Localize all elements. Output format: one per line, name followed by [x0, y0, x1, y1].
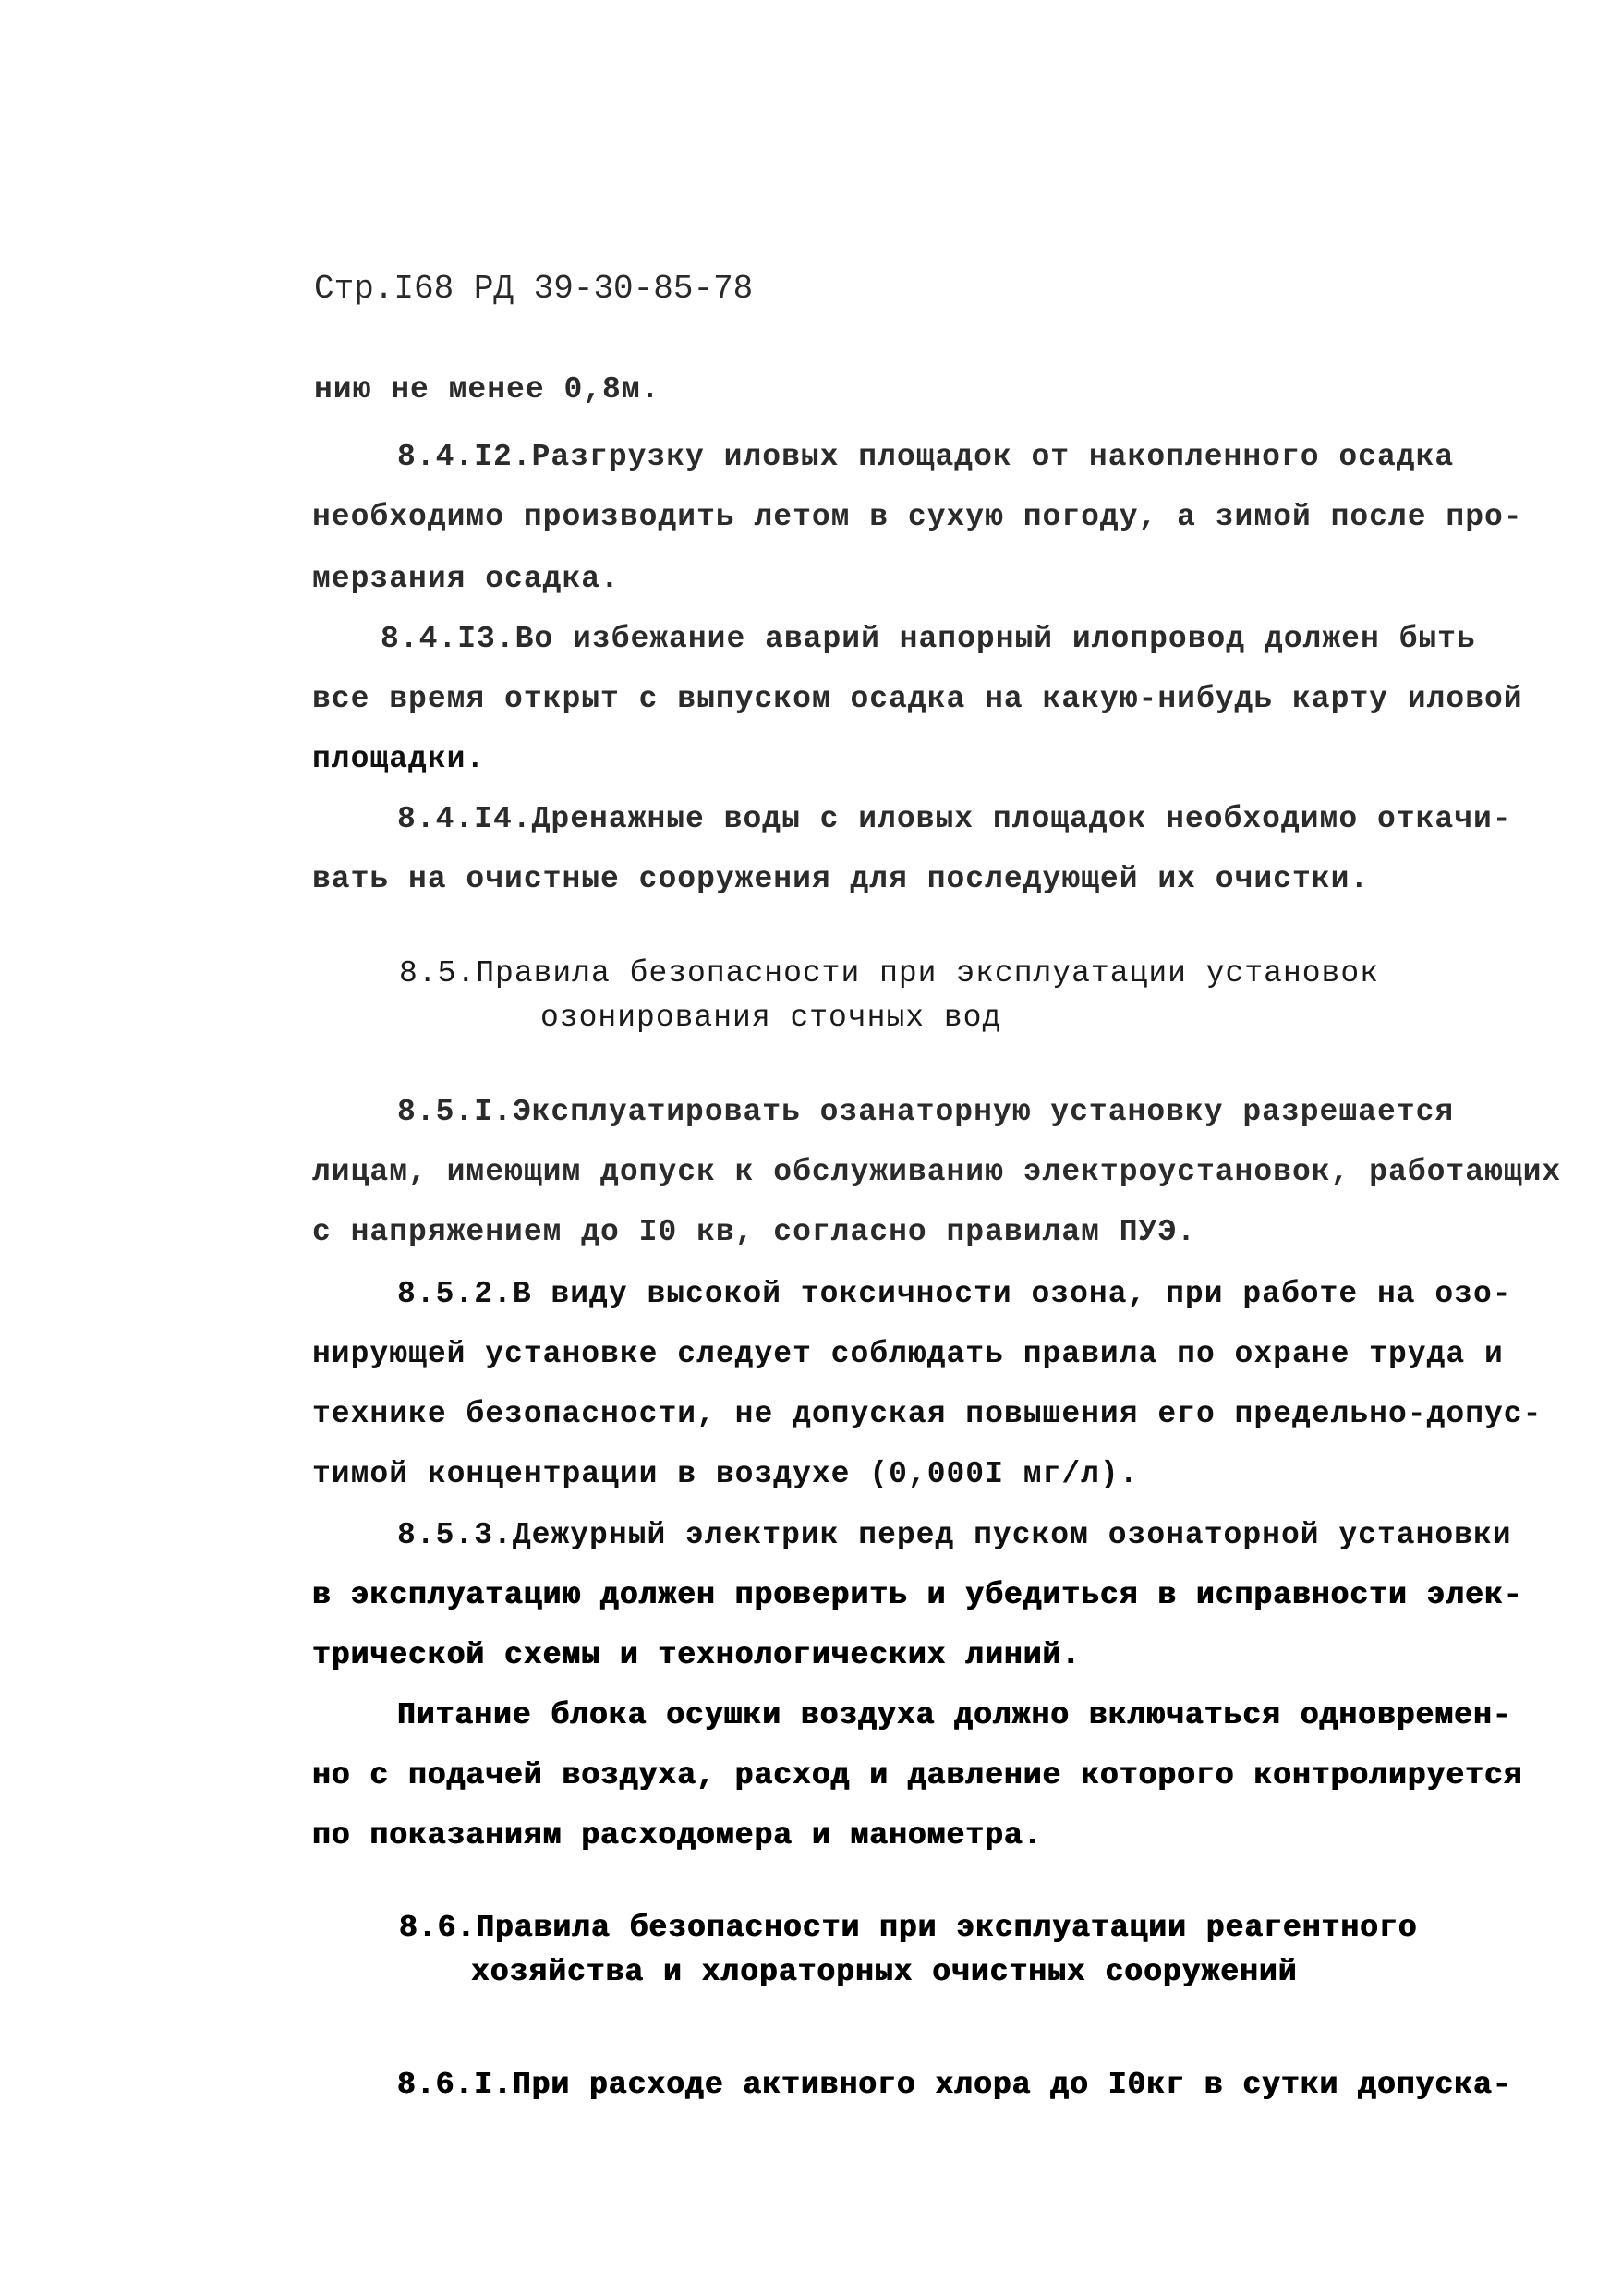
text-line: 8.4.I4.Дренажные воды с иловых площадок необходимо откачи- [397, 802, 1512, 836]
text-line: но с подачей воздуха, расход и давление которого контролируется [312, 1758, 1523, 1792]
text-line: тимой концентрации в воздухе (0,000I мг/л). [312, 1457, 1139, 1491]
text-line: 8.5.2.В виду высокой токсичности озона, при работе на озо- [397, 1277, 1512, 1311]
text-line: 8.5.I.Эксплуатировать озанаторную установку разрешается [397, 1095, 1455, 1129]
section-heading: 8.5.Правила безопасности при эксплуатации установок [399, 956, 1379, 990]
text-line: нирующей установке следует соблюдать правила по охране труда и [312, 1337, 1504, 1371]
text-line: с напряжением до I0 кв, согласно правилам ПУЭ. [312, 1215, 1196, 1249]
text-line: трической схемы и технологических линий. [312, 1638, 1082, 1672]
text-line: по показаниям расходомера и манометра. [312, 1818, 1043, 1853]
text-line: мерзания осадка. [312, 562, 620, 596]
text-line: 8.4.I3.Во избежание аварий напорный илопровод должен быть [381, 622, 1476, 656]
section-heading: 8.6.Правила безопасности при эксплуатации реагентного [399, 1911, 1418, 1945]
page-header: Стр.I68 РД 39-30-85-78 [314, 270, 754, 308]
section-heading: хозяйства и хлораторных очистных сооружений [471, 1955, 1298, 1989]
text-line: 8.5.3.Дежурный электрик перед пуском озонаторной установки [397, 1518, 1512, 1552]
text-line: лицам, имеющим допуск к обслуживанию электроустановок, работающих [312, 1155, 1562, 1189]
text-line: нию не менее 0,8м. [314, 372, 660, 407]
text-line: все время открыт с выпуском осадка на какую-нибудь карту иловой [312, 682, 1523, 716]
section-heading: озонирования сточных вод [540, 1001, 1002, 1035]
text-line: площадки. [312, 742, 486, 776]
text-line: Питание блока осушки воздуха должно включаться одновремен- [397, 1698, 1512, 1732]
text-line: 8.6.I.При расходе активного хлора до I0кг в сутки допуска- [397, 2068, 1512, 2102]
text-line: вать на очистные сооружения для последующей их очистки. [312, 862, 1370, 896]
text-line: необходимо производить летом в сухую погоду, а зимой после про- [312, 500, 1523, 534]
text-line: в эксплуатацию должен проверить и убедиться в исправности элек- [312, 1578, 1523, 1612]
text-line: технике безопасности, не допуская повышения его предельно-допус- [312, 1397, 1543, 1431]
text-line: 8.4.I2.Разгрузку иловых площадок от накопленного осадка [397, 440, 1455, 474]
